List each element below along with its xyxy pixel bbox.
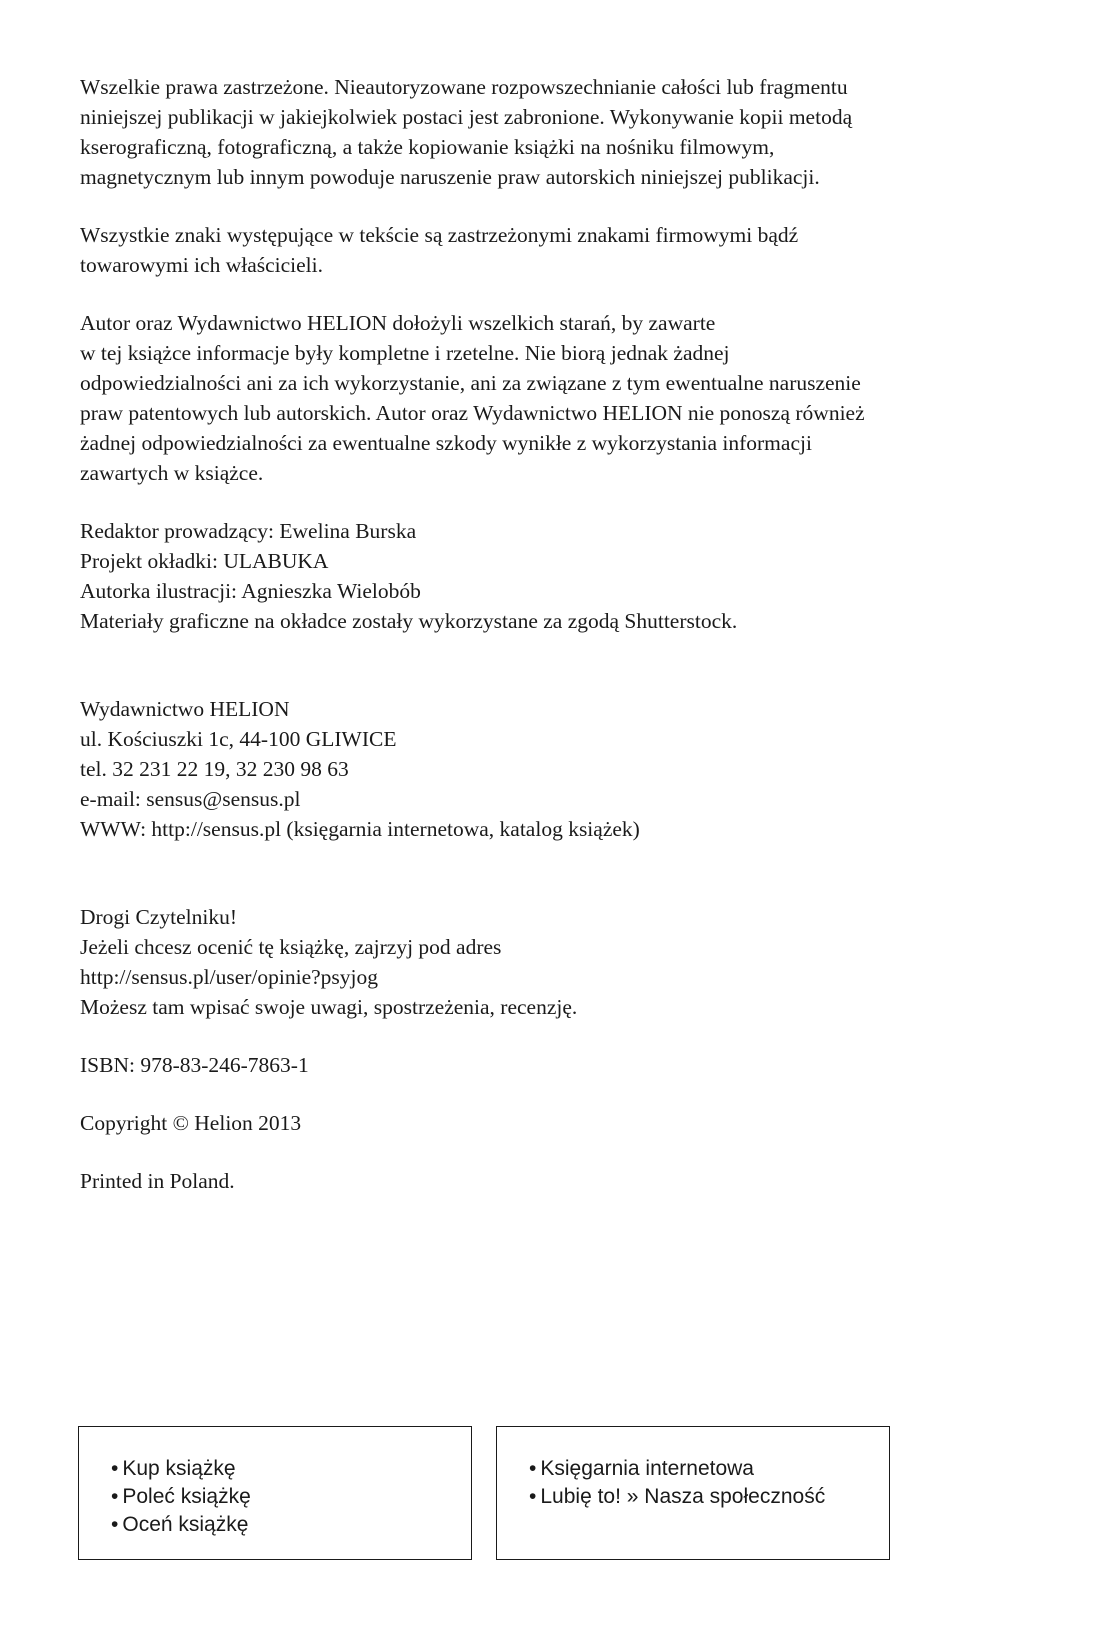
buy-book-label: Kup książkę <box>122 1457 236 1480</box>
disclaimer-line: żadnej odpowiedzialności za ewentualne szkody wynikłe z wykorzystania informacji <box>80 431 812 455</box>
disclaimer-line: w tej książce informacje były kompletne i rzetelne. Nie biorą jednak żadnej <box>80 341 730 365</box>
publisher-www: WWW: http://sensus.pl (księgarnia internetowa, katalog książek) <box>80 817 640 841</box>
trademarks-line: towarowymi ich właścicieli. <box>80 253 323 277</box>
bullet: • <box>111 1485 119 1508</box>
publisher-address: ul. Kościuszki 1c, 44-100 GLIWICE <box>80 727 397 751</box>
credit-graphics: Materiały graficzne na okładce zostały wykorzystane za zgodą Shutterstock. <box>80 609 738 633</box>
online-bookstore-label: Księgarnia internetowa <box>540 1457 754 1480</box>
reader-block <box>80 902 1040 1022</box>
rate-book-label: Oceń książkę <box>122 1513 249 1536</box>
bullet: • <box>111 1457 119 1480</box>
isbn: ISBN: 978-83-246-7863-1 <box>80 1053 309 1077</box>
rate-book-link[interactable] <box>111 1511 471 1539</box>
rights-line: niniejszej publikacji w jakiejkolwiek postaci jest zabronione. Wykonywanie kopii metodą <box>80 105 853 129</box>
online-bookstore-link[interactable] <box>529 1455 889 1483</box>
rights-notice <box>80 72 1040 192</box>
credit-cover: Projekt okładki: ULABUKA <box>80 549 329 573</box>
community-link[interactable] <box>529 1483 889 1511</box>
reader-greeting: Drogi Czytelniku! <box>80 905 238 929</box>
rights-line: Wszelkie prawa zastrzeżone. Nieautoryzowane rozpowszechnianie całości lub fragmentu <box>80 75 848 99</box>
recommend-book-label: Poleć książkę <box>122 1485 251 1508</box>
printed-in: Printed in Poland. <box>80 1169 235 1193</box>
copyright: Copyright © Helion 2013 <box>80 1111 302 1135</box>
bullet: • <box>529 1485 537 1508</box>
bullet: • <box>111 1513 119 1536</box>
store-links-box <box>496 1426 890 1560</box>
bullet: • <box>529 1457 537 1480</box>
buy-book-link[interactable] <box>111 1455 471 1483</box>
publisher-email: e-mail: sensus@sensus.pl <box>80 787 301 811</box>
publisher-phone: tel. 32 231 22 19, 32 230 98 63 <box>80 757 349 781</box>
imprint-page <box>80 72 1040 1224</box>
reader-invite: Jeżeli chcesz ocenić tę książkę, zajrzyj pod adres <box>80 935 502 959</box>
reader-url: http://sensus.pl/user/opinie?psyjog <box>80 965 378 989</box>
disclaimer-line: odpowiedzialności ani za ich wykorzystanie, ani za związane z tym ewentualne naruszenie <box>80 371 861 395</box>
trademarks-line: Wszystkie znaki występujące w tekście są zastrzeżonymi znakami firmowymi bądź <box>80 223 799 247</box>
credit-illustrations: Autorka ilustracji: Agnieszka Wielobób <box>80 579 421 603</box>
rights-line: magnetycznym lub innym powoduje naruszenie praw autorskich niniejszej publikacji. <box>80 165 820 189</box>
disclaimer-line: zawartych w książce. <box>80 461 264 485</box>
recommend-book-link[interactable] <box>111 1483 471 1511</box>
credit-editor: Redaktor prowadzący: Ewelina Burska <box>80 519 417 543</box>
rights-line: kserograficzną, fotograficzną, a także kopiowanie książki na nośniku filmowym, <box>80 135 775 159</box>
disclaimer-notice <box>80 308 1040 488</box>
reader-note: Możesz tam wpisać swoje uwagi, spostrzeżenia, recenzję. <box>80 995 578 1019</box>
disclaimer-line: praw patentowych lub autorskich. Autor oraz Wydawnictwo HELION nie ponoszą również <box>80 401 865 425</box>
disclaimer-line: Autor oraz Wydawnictwo HELION dołożyli wszelkich starań, by zawarte <box>80 311 716 335</box>
link-boxes <box>78 1426 1040 1562</box>
community-label: Lubię to! » Nasza społeczność <box>540 1485 826 1508</box>
publisher-block <box>80 694 1040 844</box>
book-actions-box <box>78 1426 472 1560</box>
trademarks-notice <box>80 220 1040 280</box>
credits-block <box>80 516 1040 636</box>
publisher-name: Wydawnictwo HELION <box>80 697 290 721</box>
